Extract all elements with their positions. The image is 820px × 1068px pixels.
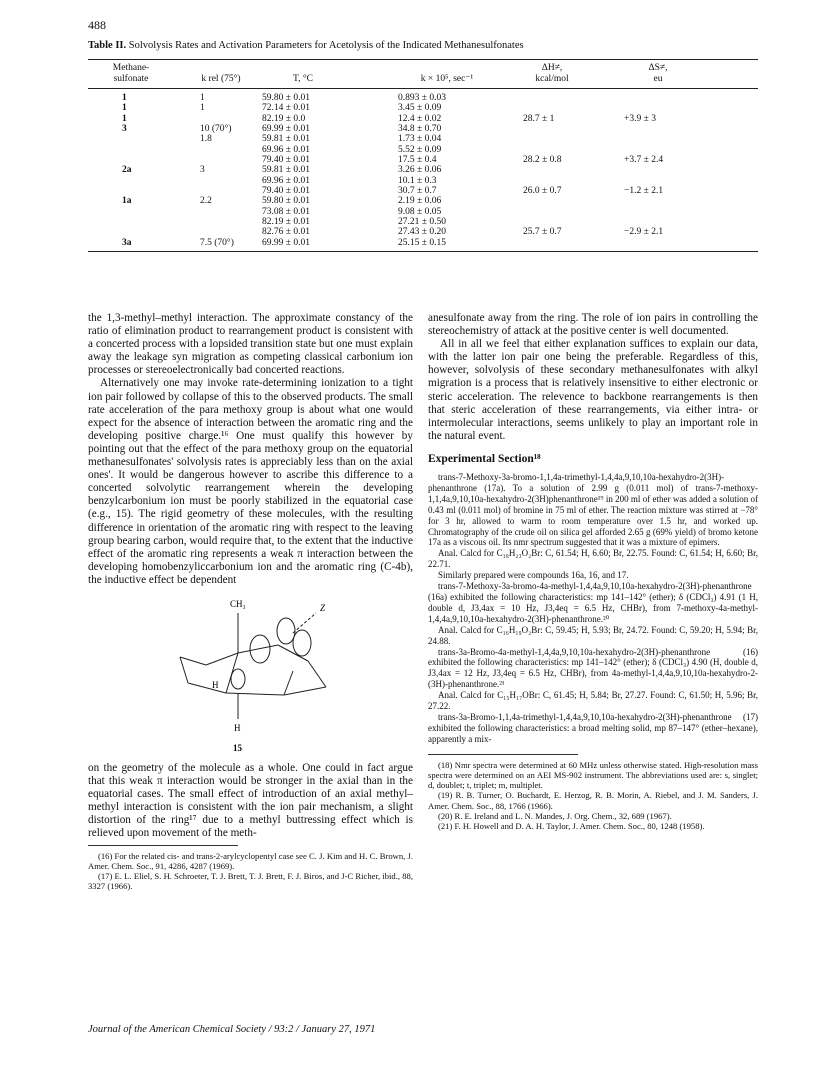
left-paragraph-2: Alternatively one may invoke rate-determining ionization to a tight ion pair followed by collapse of this to the observed products. The small rate acceleration of the para methoxy group is about what one would expect for the absence of interaction between the aromatic ring and the developing positive charge.¹⁶ One must qualify this however by pointing out that the effect of the para methoxy group on the equatorial methanesulfonates' solvolysis rates is appreciably less than on the axial ones'. It would be dangerous however to ascribe this difference to a concerted solvolytic rearrangement wherein the developing benzylcarbonium ion must be poorly stabilized in the equatorial case (e.g., 15). The rigid geometry of these molecules, with the resulting difference in orientation of the aromatic ring with respect to the leaving group bearing carbon, would require that, to the extent that the inductive effect of the aromatic ring represents a weak π interaction between the developing homobenzyliccarbonium ion and the aromatic ring (C-4b), the inductive effect be dependent <box>88 377 413 586</box>
journal-footer: Journal of the American Chemical Society / 93:2 / January 27, 1971 <box>88 1024 376 1035</box>
table-cell-krel <box>200 186 234 196</box>
table-cell-compound <box>122 207 132 217</box>
fig-label-h-left: H <box>212 679 219 690</box>
left-paragraph-1: the 1,3-methyl–methyl interaction. The approximate constancy of the ratio of elimination product to rearrangement product is consistent with a concerted process with a lopsided transition state but one must explain away the leakage syn migration as competing classical carbonium ion processes or stereoelectronically bad concerted reactions. <box>88 312 413 377</box>
table-cell-t: 69.96 ± 0.01 <box>262 144 310 155</box>
exp-paragraph-3: Similarly prepared were compounds 16a, 16, and 17. <box>438 570 629 581</box>
table-cell-t: 82.19 ± 0.01 <box>262 217 310 228</box>
table-cell-compound <box>122 227 132 237</box>
table-cell-k: 12.4 ± 0.02 <box>398 113 442 124</box>
table-cell-compound: 1 <box>122 93 127 103</box>
structure-15-drawing <box>88 591 413 756</box>
column-dh <box>523 93 561 248</box>
table-cell-t: 59.80 ± 0.01 <box>262 196 310 207</box>
table-cell-compound: 3 <box>122 124 127 135</box>
table-cell-dh <box>523 134 561 144</box>
table-cell-krel: 1 <box>200 93 205 103</box>
header-k: k × 10⁵, sec⁻¹ <box>420 74 474 84</box>
right-column <box>428 312 758 831</box>
right-paragraph-1: anesulfonate away from the ring. The role of ion pairs in controlling the stereochemistry of attack at the positive center is well documented. <box>428 312 758 338</box>
table-cell-t: 73.08 ± 0.01 <box>262 206 310 217</box>
fig-label-compound-number: 15 <box>233 742 242 753</box>
right-footnotes <box>428 760 758 831</box>
table-cell-dh <box>523 165 561 175</box>
table-cell-k: 25.15 ± 0.15 <box>398 237 446 248</box>
table-cell-krel <box>200 176 234 186</box>
table-cell-t: 72.14 ± 0.01 <box>262 103 310 114</box>
page-number: 488 <box>88 18 106 32</box>
table-cell-ds <box>624 238 663 248</box>
table-cell-compound <box>122 217 132 227</box>
section-title: Experimental Section¹⁸ <box>428 452 541 465</box>
table-cell-dh <box>523 238 561 248</box>
table-cell-dh: 26.0 ± 0.7 <box>523 186 562 197</box>
table-cell-k: 34.8 ± 0.70 <box>398 124 442 135</box>
table-cell-dh: 28.7 ± 1 <box>523 113 555 124</box>
table-cell-ds <box>624 134 663 144</box>
table-rule-mid <box>88 88 758 89</box>
table-cell-t: 59.81 ± 0.01 <box>262 134 310 145</box>
header-dh-2: kcal/mol <box>535 74 569 84</box>
footnote-19: (19) R. B. Turner, O. Buchardt, E. Herzog, R. B. Morin, A. Riebel, and J. M. Sanders, J. Amer. Chem. Soc., 88, 1766 (1966). <box>428 790 758 811</box>
table-cell-krel: 7.5 (70°) <box>200 237 234 248</box>
table-cell-ds <box>624 176 663 186</box>
table-cell-compound: 1 <box>122 113 127 124</box>
table-cell-dh <box>523 103 561 113</box>
table-cell-krel <box>200 145 234 155</box>
table-cell-compound: 1a <box>122 196 132 207</box>
table-cell-dh <box>523 196 561 206</box>
right-paragraph-2: All in all we feel that either explanation suffices to explain our data, with the latter ion pair one being the preferable. Regardless of this, however, solvolysis of these secondary methanesulfonates with alkyl migration is a process that is relatively insensitive to either electronic or steric acceleration. The relevence to backbone rearrangements is then that steric acceleration of these rearrangements, via either intra- or intermolecular interactions, seems unlikely to play an important role in the natural event. <box>428 338 758 442</box>
table-cell-krel <box>200 155 234 165</box>
table-cell-dh <box>523 93 561 103</box>
table-cell-t: 69.99 ± 0.01 <box>262 124 310 135</box>
fig-label-z: Z <box>320 602 326 613</box>
experimental-text <box>428 472 758 745</box>
table-cell-k: 27.21 ± 0.50 <box>398 217 446 228</box>
table-cell-t: 59.81 ± 0.01 <box>262 165 310 176</box>
footnote-16: (16) For the related cis- and trans-2-arylcyclopentyl case see C. J. Kim and H. C. Brown, J. Amer. Chem. Soc., 91, 4286, 4287 (1969). <box>88 850 413 871</box>
fig-label-ch3: CH₃ <box>230 598 246 609</box>
left-footnote-rule <box>88 845 238 846</box>
table-cell-t: 59.80 ± 0.01 <box>262 93 310 103</box>
table-cell-compound <box>122 186 132 196</box>
table-cell-k: 30.7 ± 0.7 <box>398 186 437 197</box>
footnote-18: (18) Nmr spectra were determined at 60 MHz unless otherwise stated. High-resolution mass spectra were determined on an AEI MS-902 instrument. The abbreviations used are: s, singlet; d, doublet; t, triplet; m, multiplet. <box>428 759 758 791</box>
table-cell-k: 10.1 ± 0.3 <box>398 175 437 186</box>
table-cell-ds <box>624 207 663 217</box>
table-cell-t: 69.99 ± 0.01 <box>262 237 310 248</box>
table-cell-dh <box>523 176 561 186</box>
table-caption <box>88 40 524 51</box>
table-cell-ds <box>624 93 663 103</box>
table-cell-ds: −2.9 ± 2.1 <box>624 227 664 238</box>
footnote-21: (21) F. H. Howell and D. A. H. Taylor, J. Amer. Chem. Soc., 80, 1248 (1958). <box>438 820 705 831</box>
left-footnotes <box>88 851 413 892</box>
exp-paragraph-2: Anal. Calcd for C₁₈H₂₃O₂Br: C, 61.54; H, 6.60; Br, 22.75. Found: C, 61.54; H, 6.60; Br, 22.71. <box>428 548 758 570</box>
table-cell-k: 9.08 ± 0.05 <box>398 206 442 217</box>
table-cell-krel: 10 (70°) <box>200 124 232 135</box>
table-cell-krel <box>200 207 234 217</box>
column-compound <box>122 93 132 248</box>
column-krel <box>200 93 234 248</box>
table-cell-compound <box>122 155 132 165</box>
table-cell-dh <box>523 207 561 217</box>
table-cell-krel <box>200 114 234 124</box>
table-cell-k: 0.893 ± 0.03 <box>398 93 446 103</box>
column-temp <box>262 93 310 248</box>
column-ds <box>624 93 663 248</box>
fig-label-h-bottom: H <box>234 722 241 733</box>
table-cell-krel: 3 <box>200 165 205 176</box>
footnote-20: (20) R. E. Ireland and L. N. Mandes, J. Org. Chem., 32, 689 (1967). <box>438 810 672 821</box>
table-cell-compound: 1 <box>122 103 127 114</box>
exp-paragraph-7: Anal. Calcd for C₁₅H₁₇OBr: C, 61.45; H, 5.84; Br, 27.27. Found: C, 61.50; H, 5.96; Br, 27.22. <box>428 690 758 712</box>
table-rule-top <box>88 59 758 60</box>
table-cell-ds: +3.7 ± 2.4 <box>624 155 664 166</box>
table-cell-k: 2.19 ± 0.06 <box>398 196 442 207</box>
table-cell-dh: 25.7 ± 0.7 <box>523 227 562 238</box>
table-cell-k: 27.43 ± 0.20 <box>398 227 446 238</box>
column-k <box>398 93 446 248</box>
table-cell-compound <box>122 134 132 144</box>
table-cell-krel: 1 <box>200 103 205 114</box>
header-krel: k rel (75°) <box>201 74 241 84</box>
table-cell-k: 5.52 ± 0.09 <box>398 144 442 155</box>
table-cell-krel: 1.8 <box>200 134 212 145</box>
table-cell-ds: +3.9 ± 3 <box>624 113 656 124</box>
table-cell-compound <box>122 176 132 186</box>
table-cell-compound: 2a <box>122 165 132 176</box>
table-cell-compound <box>122 145 132 155</box>
table-cell-dh <box>523 145 561 155</box>
table-cell-k: 3.26 ± 0.06 <box>398 165 442 176</box>
table-cell-k: 3.45 ± 0.09 <box>398 103 442 114</box>
exp-paragraph-8: trans-3a-Bromo-1,1,4a-trimethyl-1,4,4a,9,10,10a-hexahydro-2(3H)-phenanthrone (17) exhibited the following characteristics: a broad melting solid, mp 87–147° (ether–hexane), apparently a mix- <box>428 711 758 744</box>
header-dh-1: ΔH≠, <box>541 63 563 73</box>
table-cell-t: 82.76 ± 0.01 <box>262 227 310 238</box>
table-cell-t: 79.40 ± 0.01 <box>262 155 310 166</box>
left-paragraph-3: on the geometry of the molecule as a whole. One could in fact argue that this weak π interaction would be stronger in the axial than in the equatorial cases. The small effect of introduction of an axial methyl–methyl interaction is consistent with the ion pair mechanism, a slight distortion of the ring¹⁷ due to a methyl buttressing effect which is relieved upon movement of the meth- <box>88 761 413 840</box>
table-cell-ds: −1.2 ± 2.1 <box>624 186 664 197</box>
table-cell-krel <box>200 217 234 227</box>
table-cell-ds <box>624 124 663 134</box>
header-temp: T, °C <box>293 74 313 84</box>
structure-figure-15 <box>88 591 413 756</box>
table-cell-krel <box>200 227 234 237</box>
exp-paragraph-6: trans-3a-Bromo-4a-methyl-1,4,4a,9,10,10a-hexahydro-2(3H)-phenanthrone (16) exhibited the following characteristics: mp 141–142° (ether); δ (CDCl₃) 4.90 (H, double d, J3,4ax = 12 Hz, J3,4eq = 6.5 Hz, CHBr), from 4a-methyl-1,4,4a,9,10,10a-hexahydro-2-(3H)-phenanthrone.²¹ <box>428 646 758 690</box>
table-cell-t: 82.19 ± 0.0 <box>262 113 306 124</box>
footnote-17: (17) E. L. Eliel, S. H. Schroeter, T. J. Brett, T. J. Brett, F. J. Biros, and J-C Richer, ibid., 88, 3327 (1966). <box>88 870 413 892</box>
left-column <box>88 312 413 891</box>
table-cell-t: 79.40 ± 0.01 <box>262 186 310 197</box>
exp-paragraph-4: trans-7-Methoxy-3a-bromo-4a-methyl-1,4,4a,9,10,10a-hexahydro-2(3H)-phenanthrone (16a) exhibited the following characteristics: mp 141–142° (ether); δ (CDCl₃) 4.91 (1 H, double d, J3,4ax = 10 Hz, J3,4eq = 6.5 Hz, CHBr), from 7-methoxy-4a-methyl-1,4,4a,9,10,10a-hexahydro-2(3H)-phenanthrone.²⁰ <box>428 581 758 624</box>
table-cell-dh: 28.2 ± 0.8 <box>523 155 562 166</box>
table-cell-dh <box>523 217 561 227</box>
table-cell-ds <box>624 196 663 206</box>
header-ds-1: ΔS≠, <box>648 63 668 73</box>
header-ds-2: eu <box>653 74 663 84</box>
table-cell-ds <box>624 217 663 227</box>
table-caption-label: Table II. <box>88 40 127 51</box>
table-cell-ds <box>624 165 663 175</box>
table-cell-krel: 2.2 <box>200 196 212 207</box>
exp-paragraph-5: Anal. Calcd for C₁₆H₁₉O₂Br: C, 59.45; H, 5.93; Br, 24.72. Found: C, 59.20; H, 5.94; Br, 24.88. <box>428 624 758 646</box>
right-footnote-rule <box>428 754 578 755</box>
table-cell-k: 1.73 ± 0.04 <box>398 134 442 145</box>
header-methanesulfonate-2: sulfonate <box>113 74 149 84</box>
header-methanesulfonate-1: Methane- <box>112 63 150 73</box>
exp-paragraph-1: trans-7-Methoxy-3a-bromo-1,1,4a-trimethyl-1,4,4a,9,10,10a-hexahydro-2(3H)-phenanthrone (17a). To a solution of 2.99 g (0.011 mol) of trans-7-methoxy-1,1,4a,9,10,10a-hexahydro-2(3H)phenanthrone¹⁹ in 200 ml of ether was added a solution of 0.43 ml (0.011 mol) of bromine in 75 ml of ether. The reaction mixture was stirred at −78° for 3 hr, allowed to warm to room temperature over 1.5 hr, and worked up. Chromatography of the crude oil on silica gel afforded 2.65 g (69% yield) of bromo ketone 17a as a viscous oil. Its nmr spectrum suggested that it was a mixture of epimers. <box>428 472 758 548</box>
table-cell-t: 69.96 ± 0.01 <box>262 175 310 186</box>
table-caption-text: Solvolysis Rates and Activation Parameters for Acetolysis of the Indicated Methanesulfonates <box>128 40 524 51</box>
table-cell-dh <box>523 124 561 134</box>
table-cell-k: 17.5 ± 0.4 <box>398 155 437 166</box>
table-cell-compound: 3a <box>122 237 132 248</box>
table-cell-ds <box>624 103 663 113</box>
table-cell-ds <box>624 145 663 155</box>
table-rule-bottom <box>88 251 758 252</box>
